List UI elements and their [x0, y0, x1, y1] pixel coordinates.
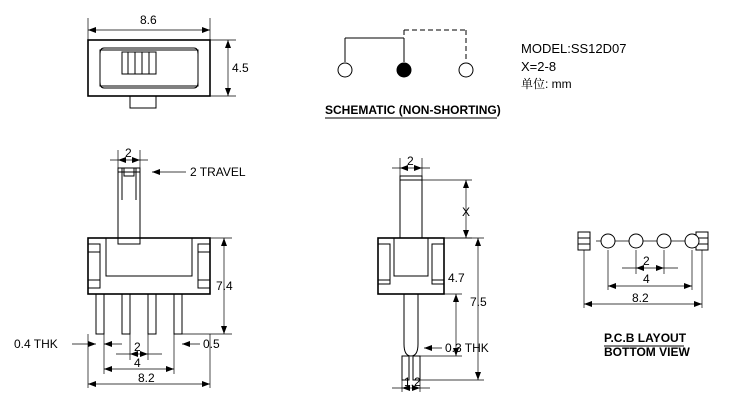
dim-pin-span: 4 — [134, 356, 141, 370]
schematic-caption: SCHEMATIC (NON-SHORTING) — [325, 103, 501, 117]
dim-body-height: 7.4 — [216, 279, 233, 293]
dim-front-thk: 0.4 THK — [14, 337, 58, 351]
dim-side-thk: 0.3 THK — [445, 341, 489, 355]
pcb-caption-line1: P.C.B LAYOUT — [604, 331, 687, 345]
dim-side-x: X — [462, 205, 471, 219]
dim-pin-right: 0.5 — [203, 337, 220, 351]
dim-side-4-7: 4.7 — [448, 271, 465, 285]
dim-pcb-span: 4 — [643, 272, 650, 286]
dim-side-7-5: 7.5 — [470, 295, 487, 309]
dim-lever-width: 2 — [125, 146, 132, 160]
dim-top-height: 4.5 — [232, 61, 249, 75]
travel-note: 2 TRAVEL — [190, 165, 246, 179]
dim-pin-pitch: 2 — [134, 340, 141, 354]
dim-pcb-overall: 8.2 — [632, 291, 649, 305]
title-block-model: MODEL:SS12D07 — [521, 41, 627, 56]
dim-top-width: 8.6 — [140, 13, 157, 27]
dim-front-overall-width: 8.2 — [138, 371, 155, 385]
title-block-x-range: X=2-8 — [521, 59, 557, 74]
dim-side-top: 2 — [407, 154, 414, 168]
pcb-caption-line2: BOTTOM VIEW — [604, 345, 690, 359]
dim-side-pin-width: 1.2 — [404, 375, 421, 389]
dim-pcb-pitch: 2 — [643, 254, 650, 268]
title-block-units: 单位: mm — [521, 77, 572, 91]
